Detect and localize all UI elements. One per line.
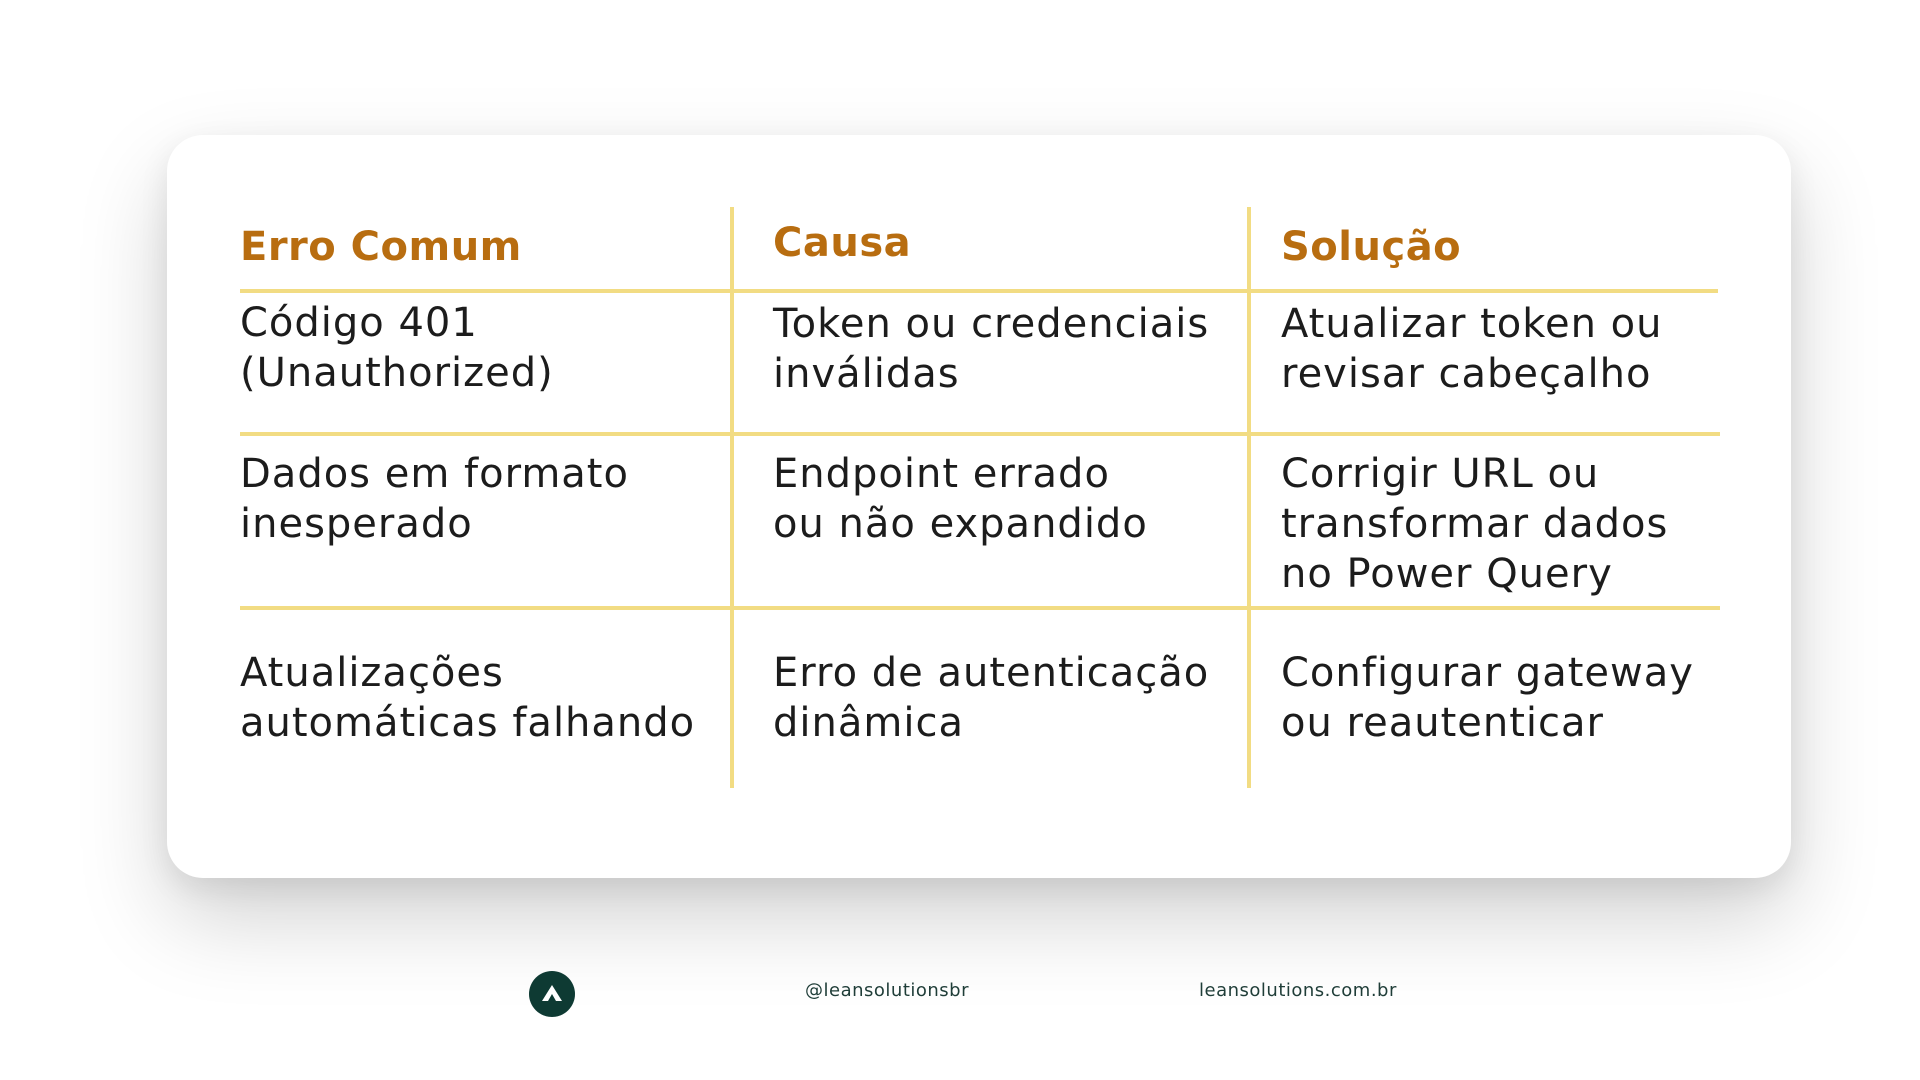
social-handle[interactable]: @leansolutionsbr [805,980,969,1001]
column-header-solution: Solução [1281,224,1462,270]
cell-error-row-3: Atualizações automáticas falhando [240,650,696,746]
website-link[interactable]: leansolutions.com.br [1199,980,1397,1001]
row-divider-2 [240,606,1720,610]
lean-solutions-logo-icon [529,971,575,1017]
cell-error-row-1: Código 401 (Unauthorized) [240,300,554,396]
cell-solution-row-3: Configurar gateway ou reautenticar [1281,650,1694,746]
cell-cause-row-1: Token ou credenciais inválidas [773,301,1210,397]
cell-cause-row-2: Endpoint errado ou não expandido [773,451,1148,547]
header-divider [240,289,1718,293]
column-divider-2 [1247,207,1251,788]
column-header-cause: Causa [773,220,912,266]
cell-solution-row-1: Atualizar token ou revisar cabeçalho [1281,301,1663,397]
column-divider-1 [730,207,734,788]
cell-error-row-2: Dados em formato inesperado [240,451,629,547]
cell-cause-row-3: Erro de autenticação dinâmica [773,650,1210,746]
column-header-error: Erro Comum [240,224,522,270]
row-divider-1 [240,432,1720,436]
cell-solution-row-2: Corrigir URL ou transformar dados no Power Query [1281,451,1669,597]
logo-mark-icon [540,983,564,1005]
